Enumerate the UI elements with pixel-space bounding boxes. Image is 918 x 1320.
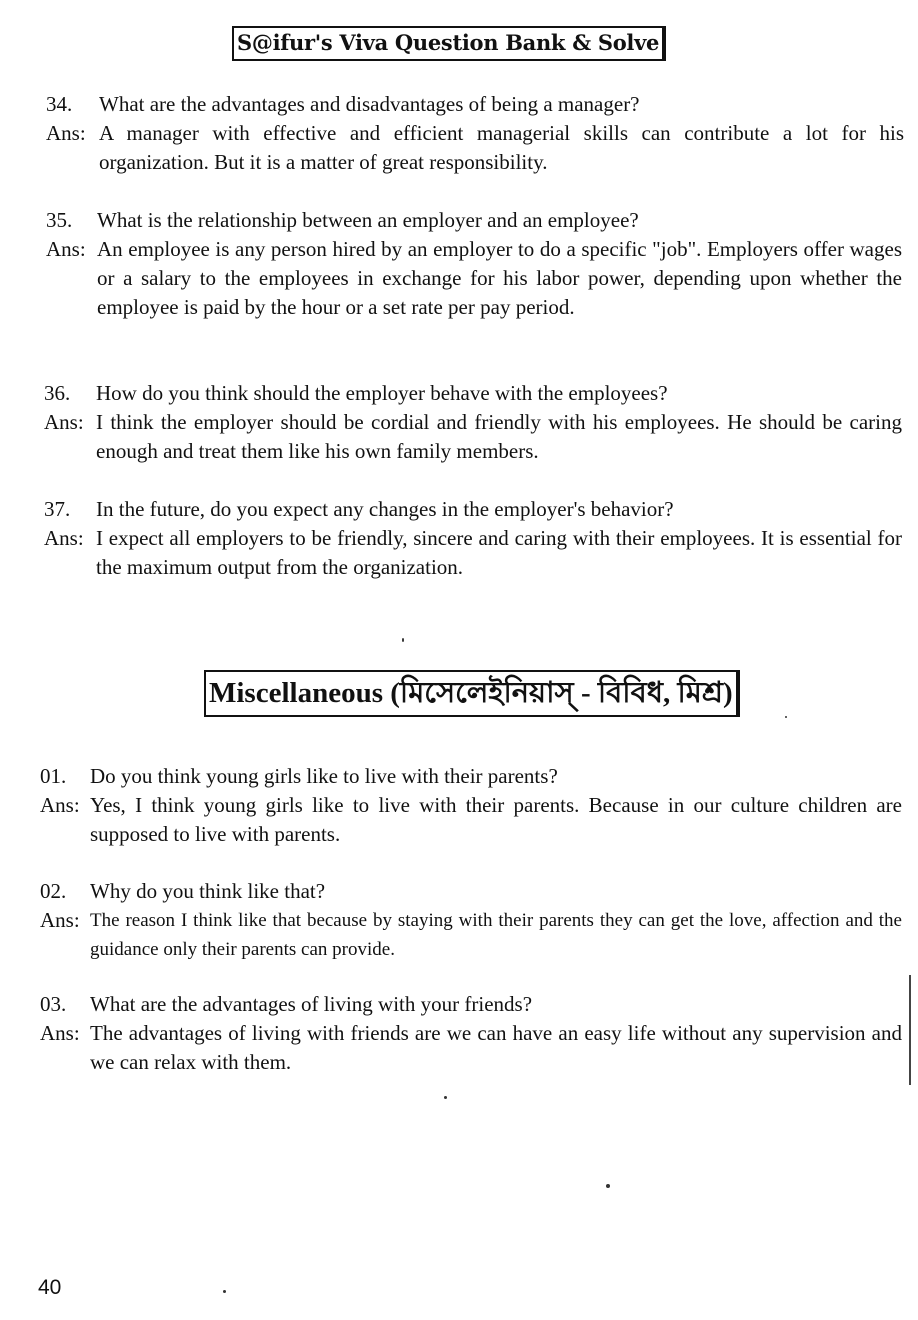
question-text: In the future, do you expect any changes in the employer's behavior? [96,497,674,521]
question-number: 02. [40,879,67,903]
answer-label: Ans: [46,121,86,145]
answer-label: Ans: [44,410,84,434]
section-title: Miscellaneous (মিসেলেইনিয়াস্ - বিবিধ, মিশ্র) [204,670,740,717]
answer-text: A manager with effective and efficient managerial skills can contribute a lot for his organization. But it is a matter of great responsibility. [99,121,904,174]
scan-speck [785,716,787,718]
answer-text: The advantages of living with friends are we can have an easy life without any supervision and we can relax with them. [90,1021,902,1074]
question-number: 35. [46,208,73,232]
answer-label: Ans: [46,237,86,261]
question-number: 36. [44,381,71,405]
qa-item-35 [46,206,902,322]
question-text: What are the advantages of living with your friends? [90,992,533,1016]
qa-item-03 [40,990,902,1077]
answer-text: I think the employer should be cordial and friendly with his employees. He should be caring enough and treat them like his own family members. [96,410,902,463]
answer-label: Ans: [40,908,80,932]
scan-edge-line [909,975,911,1085]
page-number: 40 [38,1276,62,1299]
question-text: How do you think should the employer behave with the employees? [96,381,668,405]
header-title: S@ifur's Viva Question Bank & Solve [232,26,666,61]
answer-label: Ans: [40,793,80,817]
question-text: Why do you think like that? [90,879,326,903]
question-number: 03. [40,992,67,1016]
scan-speck [223,1290,226,1293]
question-text: Do you think young girls like to live with their parents? [90,764,558,788]
answer-label: Ans: [40,1021,80,1045]
question-number: 34. [46,92,73,116]
scan-speck [606,1184,610,1188]
qa-item-36 [44,379,902,466]
answer-label: Ans: [44,526,84,550]
scan-speck [444,1096,447,1099]
qa-item-37 [44,495,902,582]
question-number: 37. [44,497,71,521]
question-number: 01. [40,764,67,788]
qa-item-01 [40,762,902,849]
qa-item-02 [40,877,902,964]
answer-text: Yes, I think young girls like to live with their parents. Because in our culture children are supposed to live with parents. [90,793,902,846]
answer-text: An employee is any person hired by an employer to do a specific "job". Employers offer wages or a salary to the employees in exchange for his labor power, depending upon whether the employee is paid by the hour or a set rate per pay period. [97,237,902,319]
qa-item-34 [46,90,904,177]
answer-text: I expect all employers to be friendly, sincere and caring with their employees. It is essential for the maximum output from the organization. [96,526,902,579]
answer-text: The reason I think like that because by staying with their parents they can get the love, affection and the guidance only their parents can provide. [90,910,902,960]
question-text: What is the relationship between an employer and an employee? [97,208,639,232]
scan-speck [402,638,404,642]
question-text: What are the advantages and disadvantages of being a manager? [99,92,640,116]
